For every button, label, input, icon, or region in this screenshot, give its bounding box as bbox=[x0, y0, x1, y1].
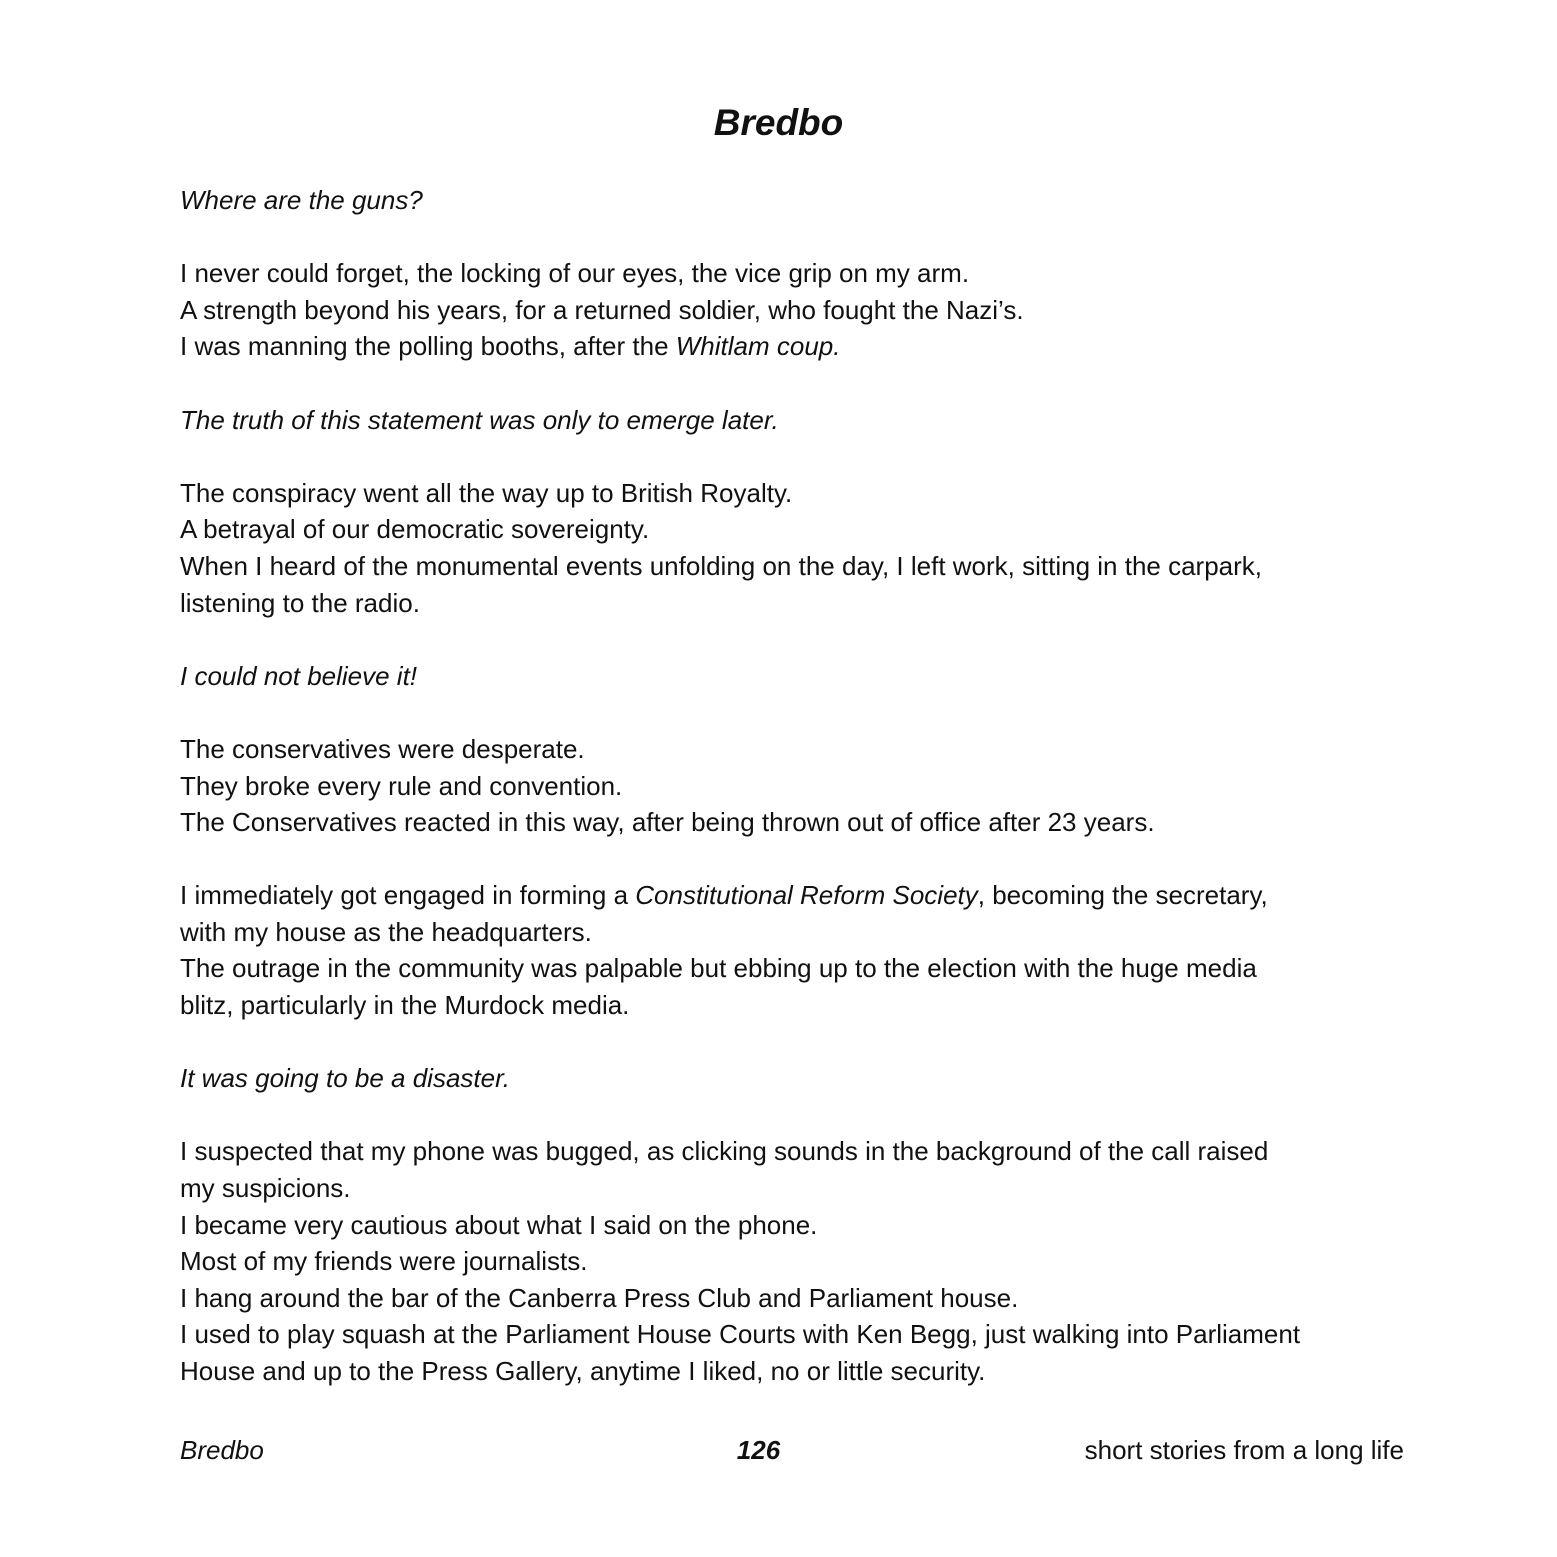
text-line: I became very cautious about what I said on the phone. bbox=[180, 1209, 818, 1240]
text-segment: I immediately got engaged in forming a bbox=[180, 880, 636, 911]
text-line bbox=[180, 877, 1400, 914]
story-body bbox=[180, 182, 1400, 1426]
paragraph-9 bbox=[180, 1133, 1400, 1389]
text-line: The conspiracy went all the way up to British Royalty. bbox=[180, 477, 793, 508]
text-line: A betrayal of our democratic sovereignty. bbox=[180, 514, 650, 545]
text-line: I hang around the bar of the Canberra Press Club and Parliament house. bbox=[180, 1282, 1019, 1313]
text-line: listening to the radio. bbox=[180, 587, 420, 618]
text-line bbox=[180, 328, 1400, 365]
footer-story-title: Bredbo bbox=[180, 1435, 264, 1465]
paragraph-7 bbox=[180, 877, 1400, 1023]
text-line: Most of my friends were journalists. bbox=[180, 1246, 588, 1277]
paragraph-4 bbox=[180, 475, 1400, 621]
italic-line: The truth of this statement was only to emerge later. bbox=[180, 404, 779, 435]
text-line: I suspected that my phone was bugged, as clicking sounds in the background of the call raised bbox=[180, 1136, 1269, 1167]
text-line: I used to play squash at the Parliament House Courts with Ken Begg, just walking into Parliament bbox=[180, 1319, 1301, 1350]
italic-segment: Constitutional Reform Society bbox=[635, 880, 978, 911]
page-title: Bredbo bbox=[713, 102, 844, 143]
paragraph-1 bbox=[180, 182, 1400, 219]
text-segment: I was manning the polling booths, after the bbox=[180, 331, 676, 362]
text-line: When I heard of the monumental events unfolding on the day, I left work, sitting in the carpark, bbox=[180, 550, 1263, 581]
paragraph-5 bbox=[180, 658, 1400, 695]
text-line: I never could forget, the locking of our eyes, the vice grip on my arm. bbox=[180, 258, 970, 289]
text-line: blitz, particularly in the Murdock media. bbox=[180, 990, 630, 1021]
italic-segment: Whitlam coup. bbox=[675, 331, 841, 362]
italic-line: It was going to be a disaster. bbox=[180, 1063, 511, 1094]
italic-line: I could not believe it! bbox=[180, 660, 418, 691]
paragraph-3 bbox=[180, 402, 1400, 439]
text-line: House and up to the Press Gallery, anytime I liked, no or little security. bbox=[180, 1356, 986, 1386]
text-line: my suspicions. bbox=[180, 1173, 351, 1204]
text-line: The conservatives were desperate. bbox=[180, 733, 585, 764]
footer-page-number: 126 bbox=[736, 1435, 781, 1465]
footer-book-title: short stories from a long life bbox=[1084, 1435, 1404, 1465]
text-line: They broke every rule and convention. bbox=[180, 770, 623, 801]
text-line: A strength beyond his years, for a returned soldier, who fought the Nazi’s. bbox=[180, 294, 1024, 325]
text-segment: , becoming the secretary, bbox=[977, 880, 1268, 911]
text-line: with my house as the headquarters. bbox=[180, 916, 592, 947]
paragraph-6 bbox=[180, 731, 1400, 841]
text-line: The outrage in the community was palpable but ebbing up to the election with the huge media bbox=[180, 953, 1257, 984]
paragraph-8 bbox=[180, 1060, 1400, 1097]
text-line: The Conservatives reacted in this way, after being thrown out of office after 23 years. bbox=[180, 807, 1155, 838]
italic-line: Where are the guns? bbox=[180, 185, 423, 215]
paragraph-2 bbox=[180, 255, 1400, 365]
